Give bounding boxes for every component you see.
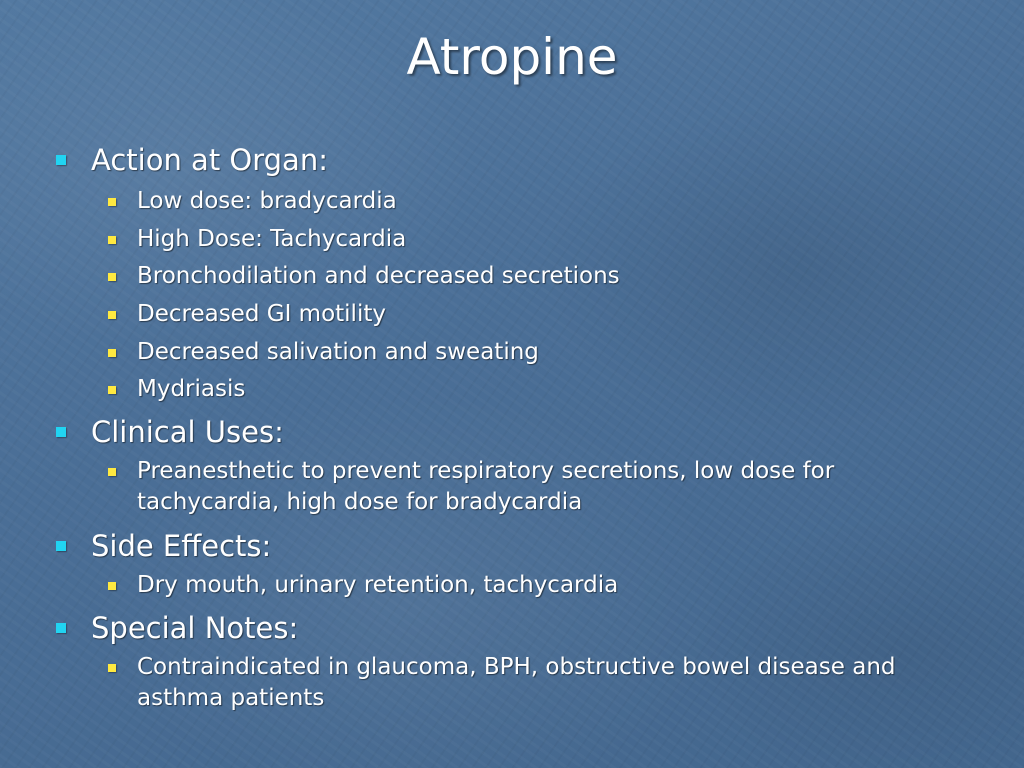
level1-bullet-icon (56, 623, 66, 633)
list-item: Low dose: bradycardia (137, 188, 397, 214)
level2-bullet-icon (108, 468, 116, 476)
level1-bullet-icon (56, 155, 66, 165)
level2-bullet-icon (108, 273, 116, 281)
level2-bullet-icon (108, 664, 116, 672)
list-item: Decreased GI motility (137, 301, 386, 327)
level2-bullet-icon (108, 582, 116, 590)
level2-bullet-icon (108, 236, 116, 244)
section-heading-action: Action at Organ: (91, 143, 328, 177)
list-item: High Dose: Tachycardia (137, 226, 407, 252)
list-item: Dry mouth, urinary retention, tachycardia (137, 572, 619, 598)
list-item: Contraindicated in glaucoma, BPH, obstructive bowel disease and (137, 654, 896, 680)
level1-bullet-icon (56, 427, 66, 437)
level1-bullet-icon (56, 541, 66, 551)
level2-bullet-icon (108, 386, 116, 394)
section-heading-special-notes: Special Notes: (91, 611, 299, 645)
level2-bullet-icon (108, 198, 116, 206)
section-heading-clinical-uses: Clinical Uses: (91, 415, 284, 449)
list-item: Preanesthetic to prevent respiratory secretions, low dose for (137, 458, 835, 484)
list-item: Mydriasis (137, 376, 246, 402)
level2-bullet-icon (108, 311, 116, 319)
level2-bullet-icon (108, 349, 116, 357)
list-item-continuation: tachycardia, high dose for bradycardia (137, 489, 583, 515)
list-item-continuation: asthma patients (137, 685, 325, 711)
slide-title: Atropine (406, 28, 618, 86)
section-heading-side-effects: Side Effects: (91, 529, 272, 563)
list-item: Bronchodilation and decreased secretions (137, 263, 620, 289)
list-item: Decreased salivation and sweating (137, 339, 539, 365)
